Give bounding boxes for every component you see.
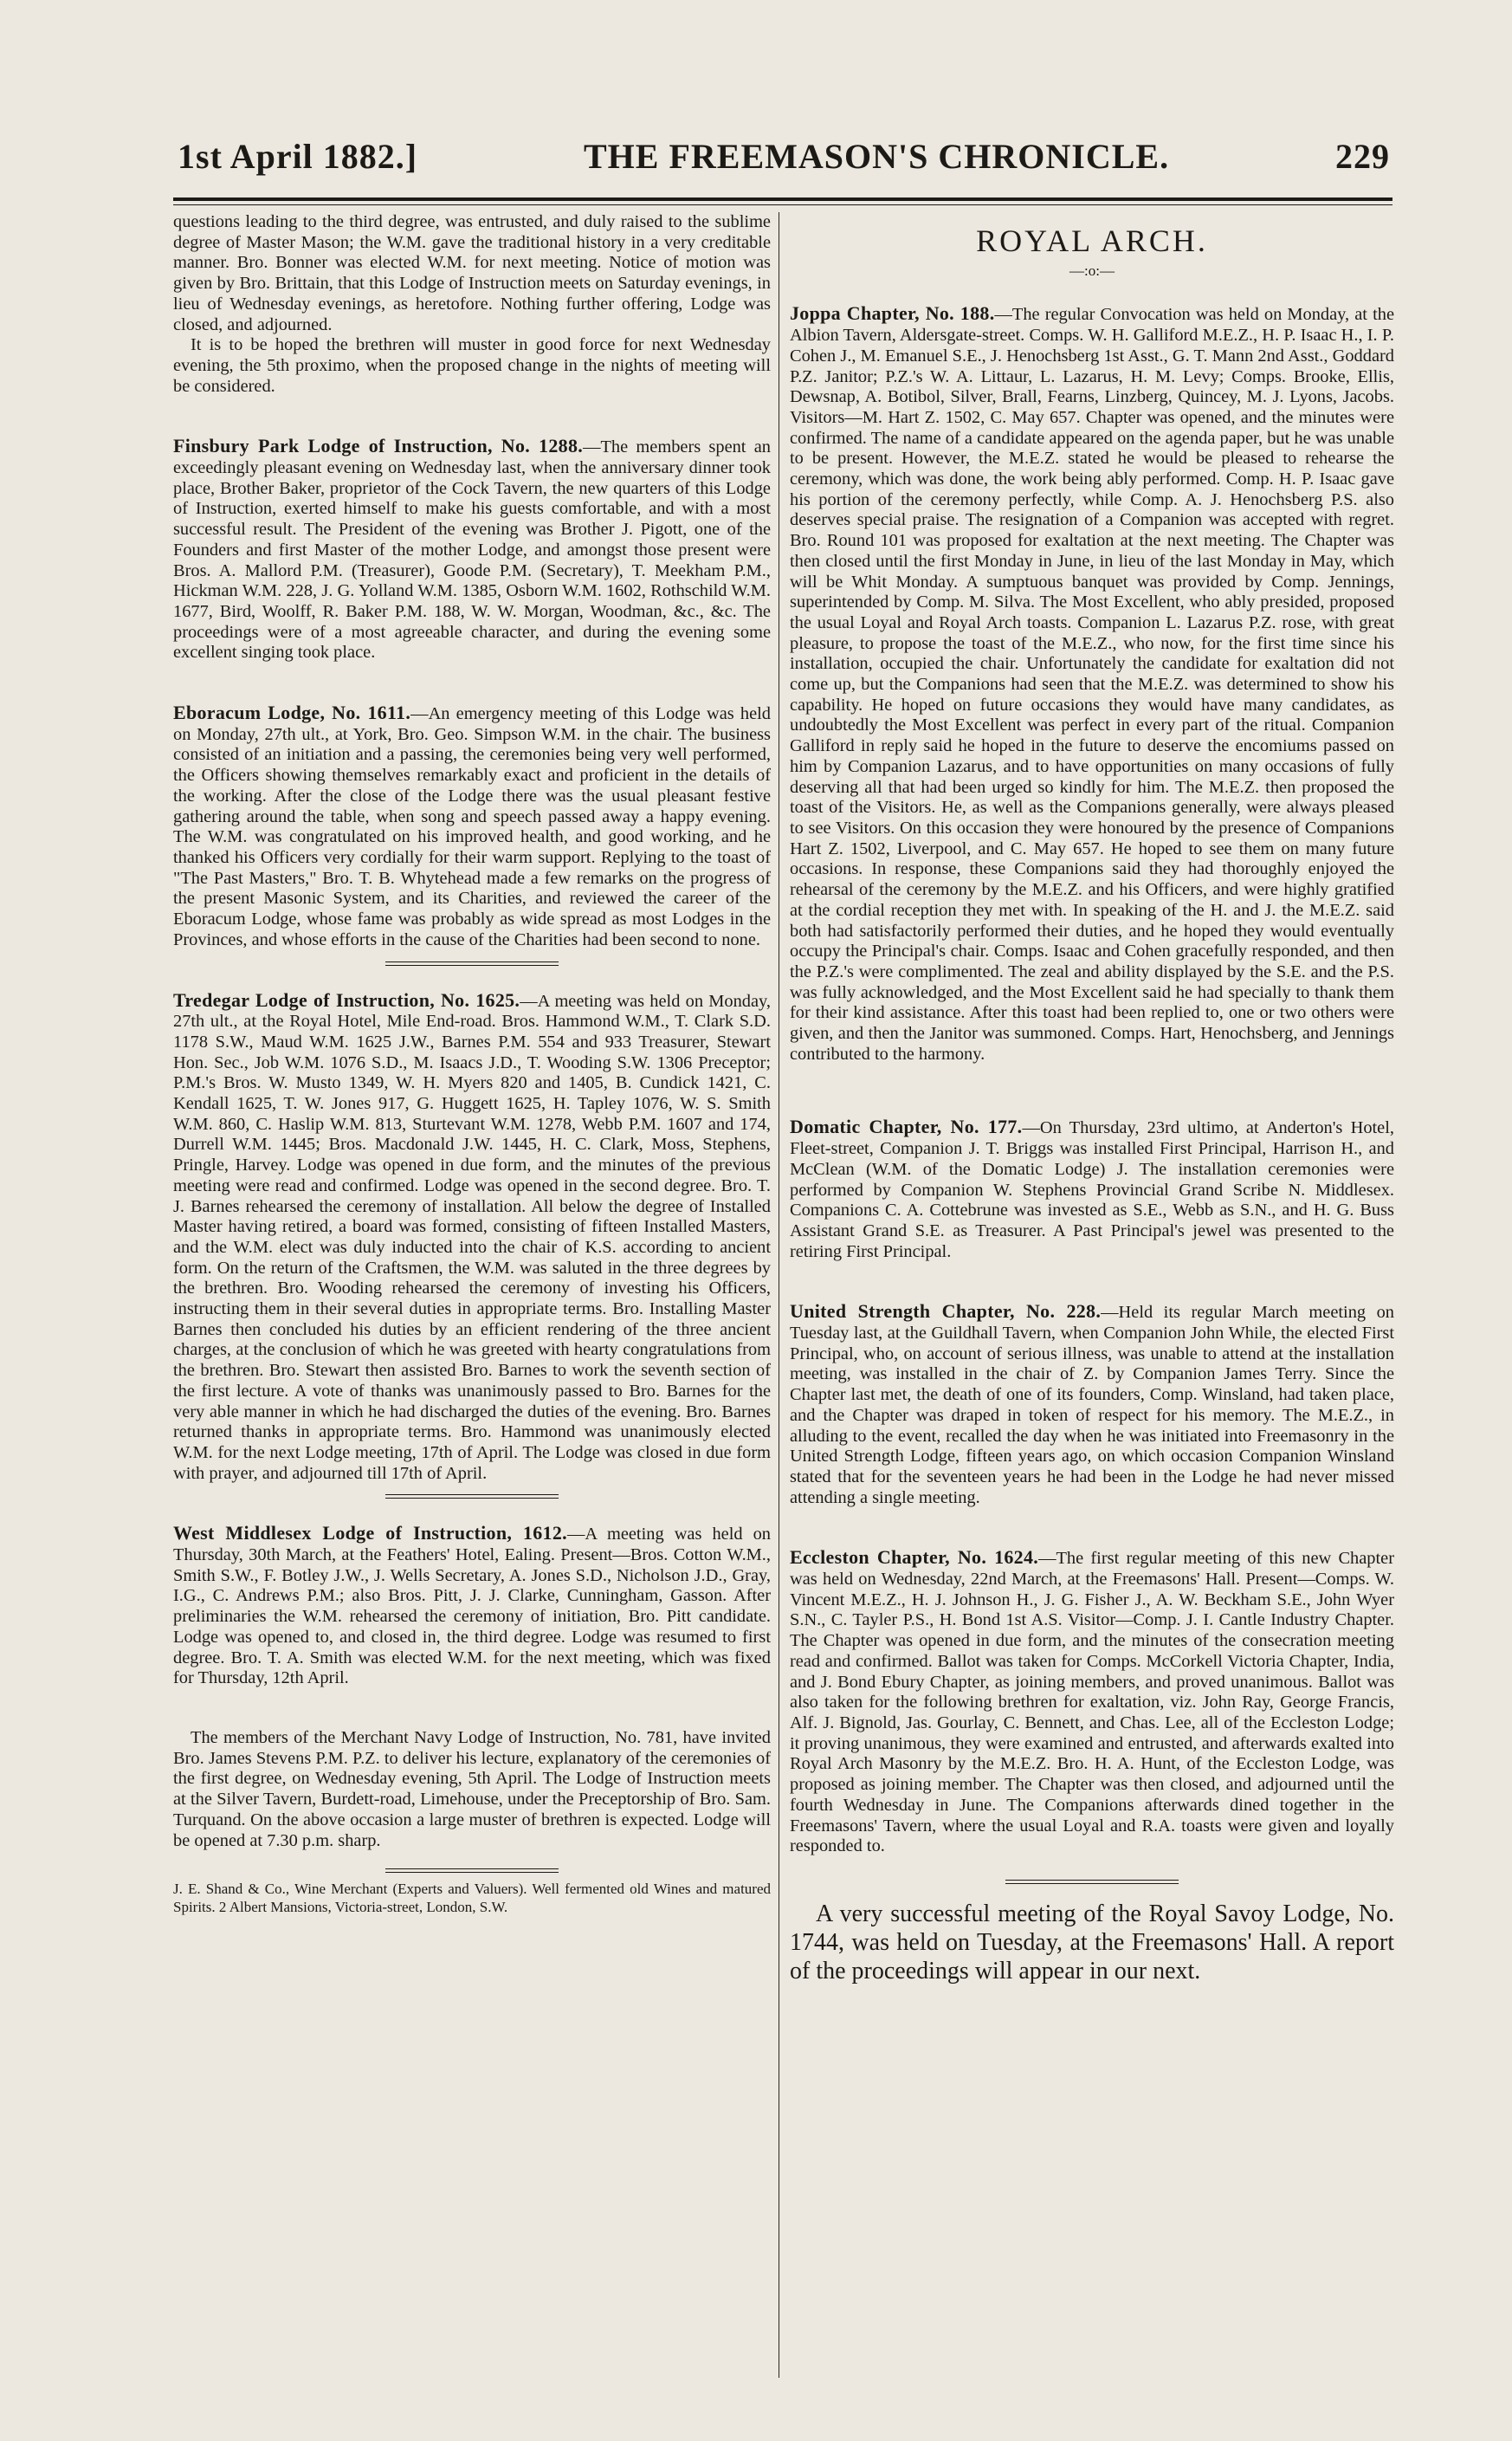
article-body: —A meeting was held on Thursday, 30th March, at the Feathers' Hotel, Ealing. Present—Bros. Cotton W.M., Smith S.W., F. Botley J.W., J. Wells Secretary, A. Jones S.D., Nicholson J.D., Gray, I.G., C. Andrews P.M.; also Bros. Pitt, J. J. Clarke, Cunningham, Gasson. After preliminaries the W.M. rehearsed the ceremony of initiation, Bro. Pitt candidate. Lodge was opened to, and closed in, the third degree. Lodge was resumed to first degree. Bro. T. A. Smith was elected W.M. for the next meeting, which was fixed for Thursday, 12th April. — [173, 1525, 771, 1688]
advertisement: J. E. Shand & Co., Wine Merchant (Experts and Valuers). Well fermented old Wines and matured Spirits. 2 Albert Mansions, Victoria-street, London, S.W. — [173, 1881, 771, 1916]
article-united-strength-chapter — [790, 1301, 1394, 1508]
article-west-middlesex — [173, 1523, 771, 1689]
article-tredegar — [173, 990, 771, 1485]
article-heading: West Middlesex Lodge of Instruction, 1612. — [173, 1522, 567, 1544]
article-heading: Domatic Chapter, No. 177. — [790, 1116, 1023, 1138]
article-eboracum — [173, 703, 771, 950]
article-heading: Eboracum Lodge, No. 1611. — [173, 702, 411, 724]
article-domatic-chapter — [790, 1117, 1394, 1262]
intro-paragraph: questions leading to the third degree, was entrusted, and duly raised to the sublime degree of Master Mason; the W.M. gave the traditional history in a very creditable manner. Bro. Bonner was elected W.M. for next meeting. Notice of motion was given by Bro. Brittain, that this Lodge of Instruction meets on Saturday evenings, in lieu of Wednesday evenings, as heretofore. Nothing further offering, Lodge was closed, and adjourned. — [173, 212, 771, 334]
article-eccleston-chapter — [790, 1547, 1394, 1857]
masthead-title: THE FREEMASON'S CHRONICLE. — [584, 136, 1170, 176]
section-ornament: —:o:— — [1069, 262, 1115, 279]
article-body: —An emergency meeting of this Lodge was held on Monday, 27th ult., at York, Bro. Geo. Simpson W.M. in the chair. The business consisted of an initiation and a passing, the ceremonies being very well performed, the Officers showing themselves remarkably exact and proficient in the details of the working. After the close of the Lodge there was the usual pleasant festive gathering around the table, when song and speech passed away a happy evening. The W.M. was congratulated on his improved health, and good working, and he thanked his Officers very cordially for their warm support. Replying to the toast of "The Past Masters," Bro. T. B. Whytehead made a few remarks on the progress of the present Masonic System, and its Charities, and reviewed the career of the Eboracum Lodge, whose fame was probably as wide spread as most Lodges in the Provinces, and whose efforts in the cause of the Charities had been second to none. — [173, 704, 771, 949]
article-heading: United Strength Chapter, No. 228. — [790, 1300, 1102, 1323]
article-body: —The regular Convocation was held on Monday, at the Albion Tavern, Aldersgate-street. Comps. W. H. Galliford M.E.Z., H. P. Isaac H., I. P. Cohen J., M. Emanuel S.E., J. Henochsberg 1st Asst., G. T. Mann 2nd Asst., Goddard P.Z. Janitor; P.Z.'s W. A. Littaur, L. Lazarus, H. M. Levy; Comps. Brooke, Ellis, Dewsnap, A. Botibol, Silver, Brall, Fearns, Linzberg, Quincey, M. J. Lyons, Jacobs. Visitors—M. Hart Z. 1502, C. May 657. Chapter was opened, and the minutes were confirmed. The name of a candidate appeared on the agenda paper, but he was unable to be present. However, the M.E.Z. stated he would be pleased to rehearse the ceremony, which was done, the work being ably performed. Comp. H. P. Isaac gave his portion of the ceremony perfectly, while Comp. A. J. Henochsberg P.S. also deserves special praise. The resignation of a Companion was accepted with regret. Bro. Round 101 was proposed for exaltation at the next meeting. The Chapter was then closed until the first Monday in June, in lieu of the last Monday in May, which will be Whit Monday. A sumptuous banquet was provided by Comp. Jennings, superintended by Comp. M. Silva. The Most Excellent, who ably presided, proposed the usual Loyal and Royal Arch toasts. Companion L. Lazarus P.Z. rose, with great pleasure, to propose the toast of the M.E.Z., who now, for the first time since his installation, occupied the chair. Unfortunately the candidate for exaltation did not come up, but the Companions had seen that the M.E.Z. was determined to show his capability. He hoped on future occasions they would have many candidates, as undoubtedly the Most Excellent was perfect in every part of the ritual. Companion Galliford in reply said he hoped in the future to deserve the encomiums passed on him by Companion Lazarus, and to have opportunities on many occasions of fully deserving all that had been urged so kindly for him. The M.E.Z. then proposed the toast of the Visitors. He, as well as the Companions generally, were always pleased to see Visitors. On this occasion they were honoured by the presence of Companions Hart Z. 1502, Liverpool, and C. May 657. He hoped to see them on many future occasions. In response, these Companions said they had thoroughly enjoyed the rehearsal of the ceremony by the M.E.Z. and his Officers, and were highly gratified at the cordial reception they met with. In speaking of the H. and J. the M.E.Z. said both had satisfactorily performed their duties, and he hoped they would eventually occupy the Principal's chair. Comps. Isaac and Cohen gracefully responded, and then the P.Z.'s were complimented. The zeal and ability displayed by the S.E. and the P.S. was fully acknowledged, and the Most Excellent said he had specially to thank them for their kind assistance. After this toast had been replied to, one or two others were given, and then the Janitor was summoned. Comps. Hart, Henochsberg, and Jennings contributed to the harmony. — [790, 305, 1394, 1064]
page-header — [178, 126, 1390, 186]
article-heading: Finsbury Park Lodge of Instruction, No. 1288. — [173, 435, 584, 457]
merchant-navy-notice: The members of the Merchant Navy Lodge of Instruction, No. 781, have invited Bro. James Stevens P.M. P.Z. to deliver his lecture, explanatory of the ceremonies of the first degree, on Wednesday evening, 5th April. The Lodge of Instruction meets at the Silver Tavern, Burdett-road, Limehouse, under the Preceptorship of Bro. Sam. Turquand. On the above occasion a large muster of brethren is expected. Lodge will be opened at 7.30 p.m. sharp. — [173, 1728, 771, 1850]
article-body: —A meeting was held on Monday, 27th ult., at the Royal Hotel, Mile End-road. Bros. Hammond W.M., T. Clark S.D. 1178 S.W., Maud W.M. 1625 J.W., Barnes P.M. 554 and 933 Treasurer, Stewart Hon. Sec., Job W.M. 1076 S.D., M. Isaacs J.D., T. Wooding S.W. 1306 Preceptor; P.M.'s Bros. W. Musto 1349, W. H. Myers 820 and 1405, B. Cundick 1421, C. Kendall 1625, T. W. Jones 917, G. Huggett 1625, H. Tapley 1076, W. S. Smith W.M. 860, C. Haslip W.M. 813, Sturtevant W.M. 1278, Webb P.M. 1607 and 174, Durrell W.M. 1445; Bros. Macdonald J.W. 1445, H. C. Clark, Moss, Stephens, Pringle, Harvey. Lodge was opened in due form, and the minutes of the previous meeting were read and confirmed. Lodge was opened in the second degree. Bro. T. J. Barnes rehearsed the ceremony of installation. All below the degree of Installed Master having retired, a board was formed, consisting of fifteen Installed Masters, and the W.M. elect was duly inducted into the chair of K.S. according to ancient form. On the return of the Craftsmen, the W.M. was saluted in the three degrees by the brethren. Bro. Wooding rehearsed the ceremony of investing his Officers, instructing them in their several duties in appropriate terms. Bro. Installing Master Barnes then concluded his duties by an efficient rendering of the three ancient charges, at the conclusion of which he was greeted with hearty congratulations from the brethren. Bro. Stewart then assisted Bro. Barnes to work the seventh section of the first lecture. A vote of thanks was unanimously passed to Bro. Barnes for the very able manner in which he had discharged the duties of the evening. Bro. Barnes returned thanks in appropriate terms. Bro. Hammond was unanimously elected W.M. for the next Lodge meeting, 17th of April. The Lodge was closed in due form with prayer, and adjourned till 17th of April. — [173, 991, 771, 1483]
article-heading: Tredegar Lodge of Instruction, No. 1625. — [173, 988, 520, 1011]
royal-savoy-notice: A very successful meeting of the Royal Savoy Lodge, No. 1744, was held on Tuesday, at the Freemasons' Hall. A report of the proceedings will appear in our next. — [790, 1900, 1394, 1985]
header-rule — [173, 197, 1392, 201]
page-number: 229 — [1334, 136, 1390, 176]
article-heading: Eccleston Chapter, No. 1624. — [790, 1546, 1039, 1569]
article-joppa-chapter — [790, 303, 1394, 1065]
intro-paragraph-2: It is to be hoped the brethren will muster in good force for next Wednesday evening, the 5th proximo, when the proposed change in the nights of meeting will be considered. — [173, 335, 771, 396]
header-rule-thin — [173, 204, 1392, 205]
royal-arch-title: ROYAL ARCH. — [976, 223, 1208, 258]
article-body: —On Thursday, 23rd ultimo, at Anderton's Hotel, Fleet-street, Companion J. T. Briggs was installed First Principal, Harrison H., and McClean (W.M. of the Domatic Lodge) J. The installation ceremonies were performed by Companion W. Stephens Provincial Grand Scribe N. Middlesex. Companions C. A. Cottebrune was invested as S.E., Webb as S.N., and H. G. Buss Assistant Grand S.E. as Treasurer. A Past Principal's jewel was presented to the retiring First Principal. — [790, 1118, 1394, 1261]
article-body: —Held its regular March meeting on Tuesday last, at the Guildhall Tavern, when Companion John While, the elected First Principal, who, on account of serious illness, was unable to attend at the installation meeting, was installed in the chair of Z. by Companion James Terry. Since the Chapter last met, the death of one of its founders, Comp. Winsland, had taken place, and the Chapter was draped in token of respect for his memory. The M.E.Z., in alluding to the event, recalled the day when he was initiated into Freemasonry in the United Strength Lodge, fifteen years ago, on which occasion Companion Winsland stated that for the seventeen years he had been in the Lodge he had never missed attending a single meeting. — [790, 1303, 1394, 1507]
issue-date: 1st April 1882.] — [178, 136, 418, 176]
article-body: —The first regular meeting of this new Chapter was held on Wednesday, 22nd March, at the Freemasons' Hall. Present—Comps. W. Vincent M.E.Z., H. J. Johnson H., J. G. Fisher J., A. W. Beckham S.E., John Wyer S.N., C. Tayler P.S., H. Bond 1st A.S. Visitor—Comp. J. I. Cantle Industry Chapter. The Chapter was opened in due form, and the minutes of the consecration meeting read and confirmed. Ballot was taken for Comps. McCorkell Victoria Chapter, India, and J. Bond Ebury Chapter, as joining members, and proved unanimous. Ballot was also taken for the following brethren for exaltation, viz. John Ray, George Francis, Alf. J. Bignold, Jas. Gourlay, C. Bennett, and Chas. Lee, all of the Eccleston Lodge; it proving unanimous, they were examined and entrusted, and afterwards exalted into Royal Arch Masonry by the M.E.Z. Bro. H. A. Hunt, of the Eccleston Lodge, was proposed as joining member. The Chapter was then closed, and adjourned until the fourth Wednesday in June. The Companions afterwards dined together in the Freemasons' Tavern, where the usual Loyal and R.A. toasts were given and loyally responded to. — [790, 1549, 1394, 1856]
article-body: —The members spent an exceedingly pleasant evening on Wednesday last, when the anniversary dinner took place, Brother Baker, proprietor of the Cock Tavern, the new quarters of this Lodge of Instruction, exerted himself to make his guests comfortable, and with a most successful result. The President of the evening was Brother J. Pigott, one of the Founders and first Master of the mother Lodge, and amongst those present were Bros. A. Mallord P.M. (Treasurer), Goode P.M. (Secretary), T. Meekham P.M., Hickman W.M. 228, J. G. Yolland W.M. 1385, Osborn W.M. 1602, Rothschild W.M. 1677, Bird, Woolff, R. Baker P.M. 188, W. W. Morgan, Woodman, &c., &c. The proceedings were of a most agreeable character, and during the evening some excellent singing took place. — [173, 437, 771, 663]
article-finsbury-park — [173, 436, 771, 664]
left-column — [173, 212, 771, 1916]
article-heading: Joppa Chapter, No. 188. — [790, 302, 995, 325]
right-column — [790, 212, 1394, 1985]
